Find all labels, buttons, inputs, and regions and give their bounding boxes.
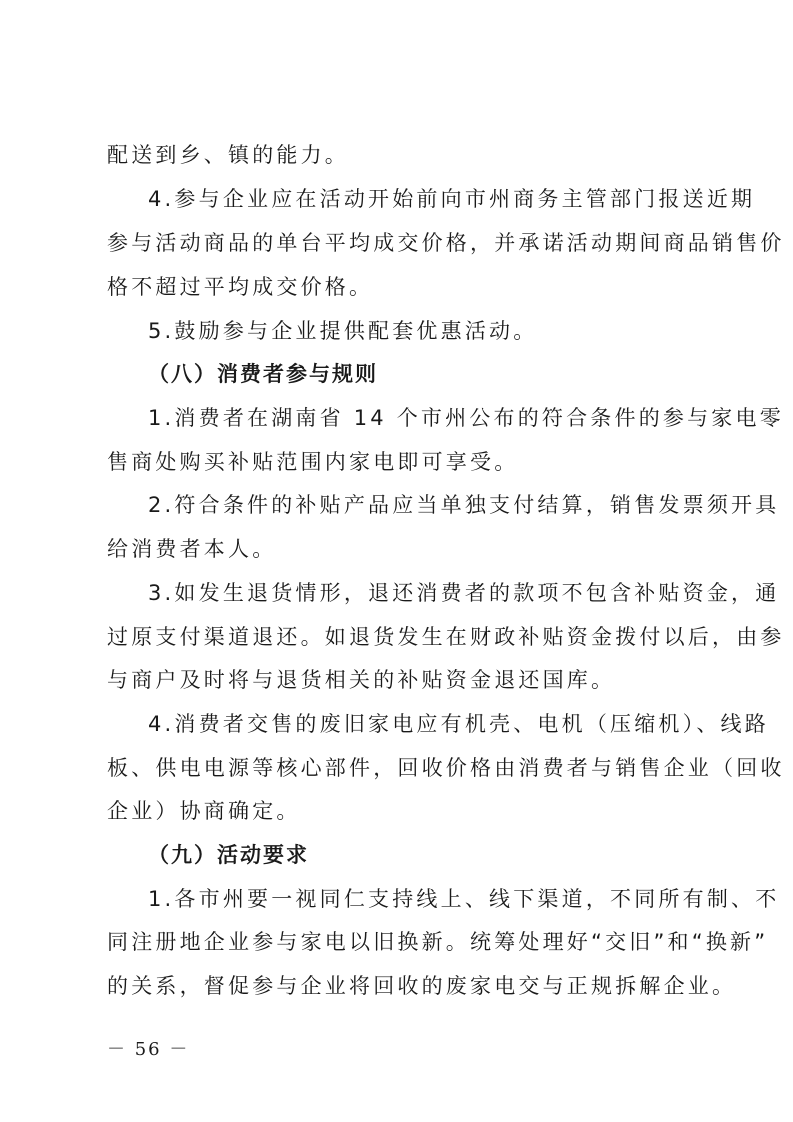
paragraph-line: 2.符合条件的补贴产品应当单独支付结算，销售发票须开具 (148, 493, 780, 517)
paragraph-line: 5.鼓励参与企业提供配套优惠活动。 (148, 319, 538, 343)
paragraph-line: 3.如发生退货情形，退还消费者的款项不包含补贴资金，通 (148, 581, 780, 605)
paragraph-line: 过原支付渠道退还。如退货发生在财政补贴资金拨付以后，由参 (107, 625, 785, 649)
section-heading: （九）活动要求 (148, 843, 309, 867)
paragraph-line: 1.各市州要一视同仁支持线上、线下渠道，不同所有制、不 (148, 887, 780, 911)
paragraph-line: 参与活动商品的单台平均成交价格，并承诺活动期间商品销售价 (107, 231, 785, 255)
paragraph-line: 同注册地企业参与家电以旧换新。统筹处理好“交旧”和“换新” (107, 930, 769, 954)
paragraph-line: 格不超过平均成交价格。 (107, 275, 374, 299)
paragraph-line: 1.消费者在湖南省 14 个市州公布的符合条件的参与家电零 (148, 406, 784, 430)
paragraph-line: 4.参与企业应在活动开始前向市州商务主管部门报送近期 (148, 187, 756, 211)
paragraph-line: 的关系，督促参与企业将回收的废家电交与正规拆解企业。 (107, 974, 737, 998)
paragraph-line: 板、供电电源等核心部件，回收价格由消费者与销售企业（回收 (107, 756, 785, 780)
section-heading: （八）消费者参与规则 (148, 362, 378, 386)
page-number: － 56 － (107, 1039, 190, 1060)
paragraph-line: 企业）协商确定。 (107, 799, 301, 823)
paragraph-line: 给消费者本人。 (107, 537, 277, 561)
paragraph-line: 与商户及时将与退货相关的补贴资金退还国库。 (107, 668, 616, 692)
paragraph-line: 售商处购买补贴范围内家电即可享受。 (107, 450, 519, 474)
paragraph-line: 4.消费者交售的废旧家电应有机壳、电机（压缩机）、线路 (148, 712, 769, 736)
paragraph-line: 配送到乡、镇的能力。 (107, 143, 349, 167)
